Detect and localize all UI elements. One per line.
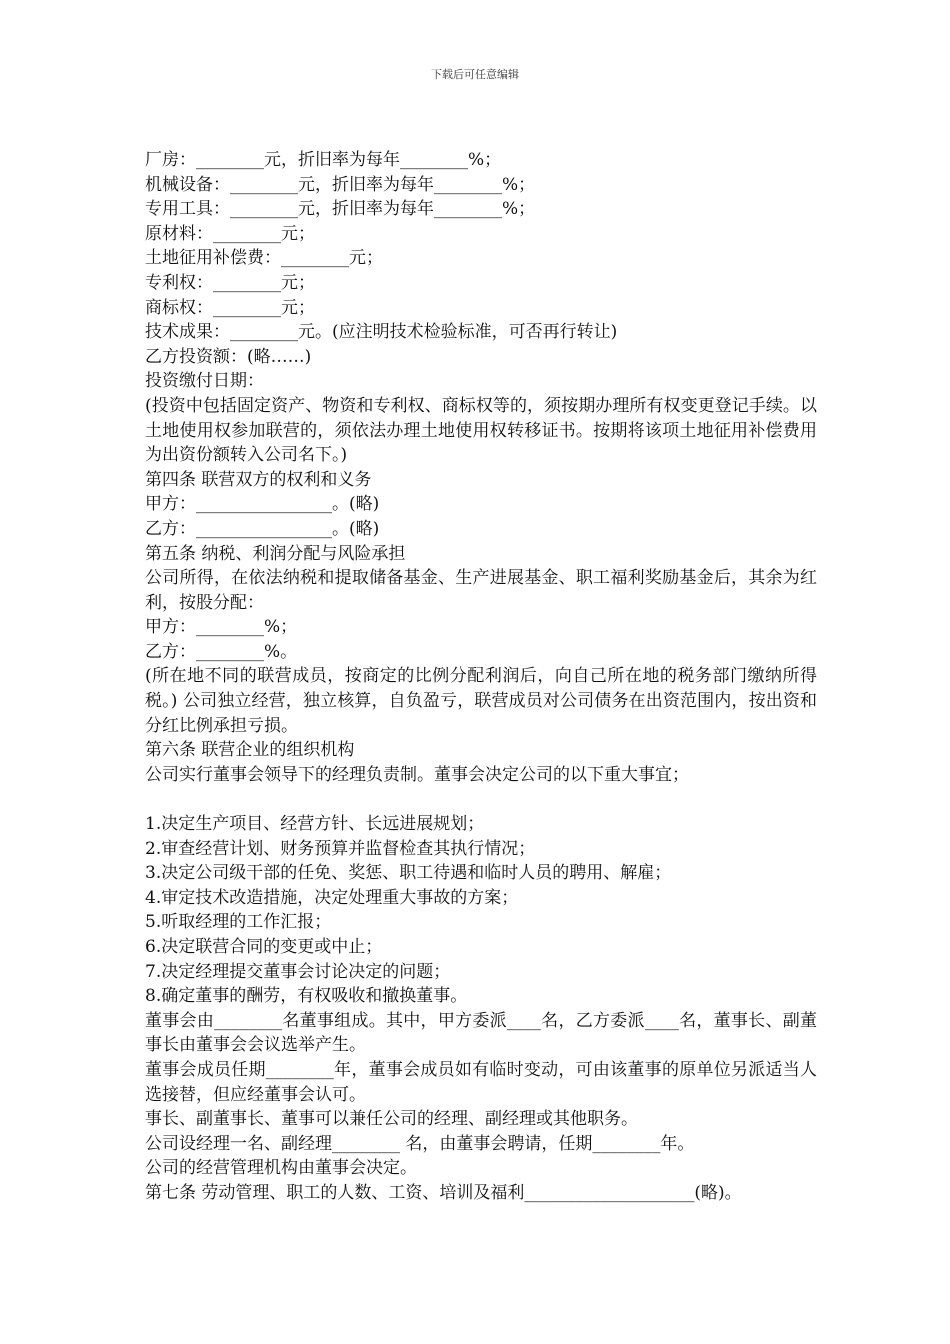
board-duty-item: 4.审定技术改造措施，决定处理重大事故的方案；: [145, 887, 519, 908]
investment-line-land-compensation: 土地征用补偿费：________元；: [145, 248, 383, 269]
article-5-heading: 第五条 纳税、利润分配与风险承担: [145, 543, 406, 564]
management-structure-line: 公司的经营管理机构由董事会决定。: [145, 1158, 417, 1179]
board-duty-item: 7.决定经理提交董事会讨论决定的问题；: [145, 961, 451, 982]
investment-line-materials: 原材料：________元；: [145, 223, 315, 244]
board-duty-item: 5.听取经理的工作汇报；: [145, 912, 332, 933]
payment-date-line: 投资缴付日期：: [145, 371, 264, 392]
party-a-share-line: 甲方：________%；: [145, 617, 298, 638]
party-b-share-line: 乙方：________%。: [145, 641, 298, 662]
page-header: 下载后可任意编辑: [431, 68, 519, 81]
investment-line-tech-results: 技术成果：________元。(应注明技术检验标准，可否再行转让): [145, 322, 618, 343]
board-term-paragraph: 董事会成员任期________年，董事会成员如有临时变动，可由该董事的原单位另派适当人选接替，但应经董事会认可。: [145, 1059, 817, 1105]
document-body: [145, 148, 817, 1206]
board-duty-item: 1.决定生产项目、经营方针、长远进展规划；: [145, 814, 485, 835]
investment-line-factory: 厂房：________元，折旧率为每年________%；: [145, 150, 502, 170]
manager-appointment-line: 公司设经理一名、副经理________ 名，由董事会聘请，任期________年。: [145, 1133, 695, 1154]
investment-line-trademark: 商标权：________元；: [145, 297, 315, 318]
party-b-investment-line: 乙方投资额：(略……): [145, 346, 312, 367]
party-b-rights-line: 乙方：________________。(略): [145, 518, 380, 539]
investment-line-patent: 专利权：________元；: [145, 272, 315, 293]
investment-line-machinery: 机械设备：________元，折旧率为每年________%；: [145, 174, 536, 195]
article-6-heading: 第六条 联营企业的组织机构: [145, 740, 355, 761]
board-duty-item: 3.决定公司级干部的任免、奖惩、职工待遇和临时人员的聘用、解雇；: [145, 863, 672, 884]
investment-line-tools: 专用工具：________元，折旧率为每年________%；: [145, 199, 536, 220]
blank-spacer: [145, 787, 817, 812]
concurrent-posts-line: 事长、副董事长、董事可以兼任公司的经理、副经理或其他职务。: [145, 1109, 638, 1130]
party-a-rights-line: 甲方：________________。(略): [145, 494, 380, 515]
investment-note-paragraph: (投资中包括固定资产、物资和专利权、商标权等的，须按期办理所有权变更登记手续。以土地使用权参加联营的，须依法办理土地使用权转移证书。按期将该项土地征用补偿费用为出资份额转入公司名下。): [145, 395, 817, 466]
tax-risk-paragraph: (所在地不同的联营成员，按商定的比例分配利润后，向自己所在地的税务部门缴纳所得税。) 公司独立经营，独立核算，自负盈亏，联营成员对公司债务在出资范围内，按出资和分红比例承担亏损。: [145, 666, 817, 736]
board-composition-paragraph: 董事会由________名董事组成。其中，甲方委派____名，乙方委派____名，董事长、副董事长由董事会会议选举产生。: [145, 1010, 817, 1056]
board-duty-item: 2.审查经营计划、财务预算并监督检查其执行情况；: [145, 838, 536, 859]
board-intro-line: 公司实行董事会领导下的经理负责制。董事会决定公司的以下重大事宜；: [145, 764, 689, 785]
profit-distribution-paragraph: 公司所得，在依法纳税和提取储备基金、生产进展基金、职工福利奖励基金后，其余为红利，按股分配：: [145, 568, 817, 613]
article-7-heading: 第七条 劳动管理、职工的人数、工资、培训及福利____________________(略)。: [145, 1182, 742, 1203]
board-duty-item: 6.决定联营合同的变更或中止；: [145, 937, 383, 957]
board-duty-item: 8.确定董事的酬劳，有权吸收和撤换董事。: [145, 986, 468, 1007]
article-4-heading: 第四条 联营双方的权利和义务: [145, 469, 372, 490]
